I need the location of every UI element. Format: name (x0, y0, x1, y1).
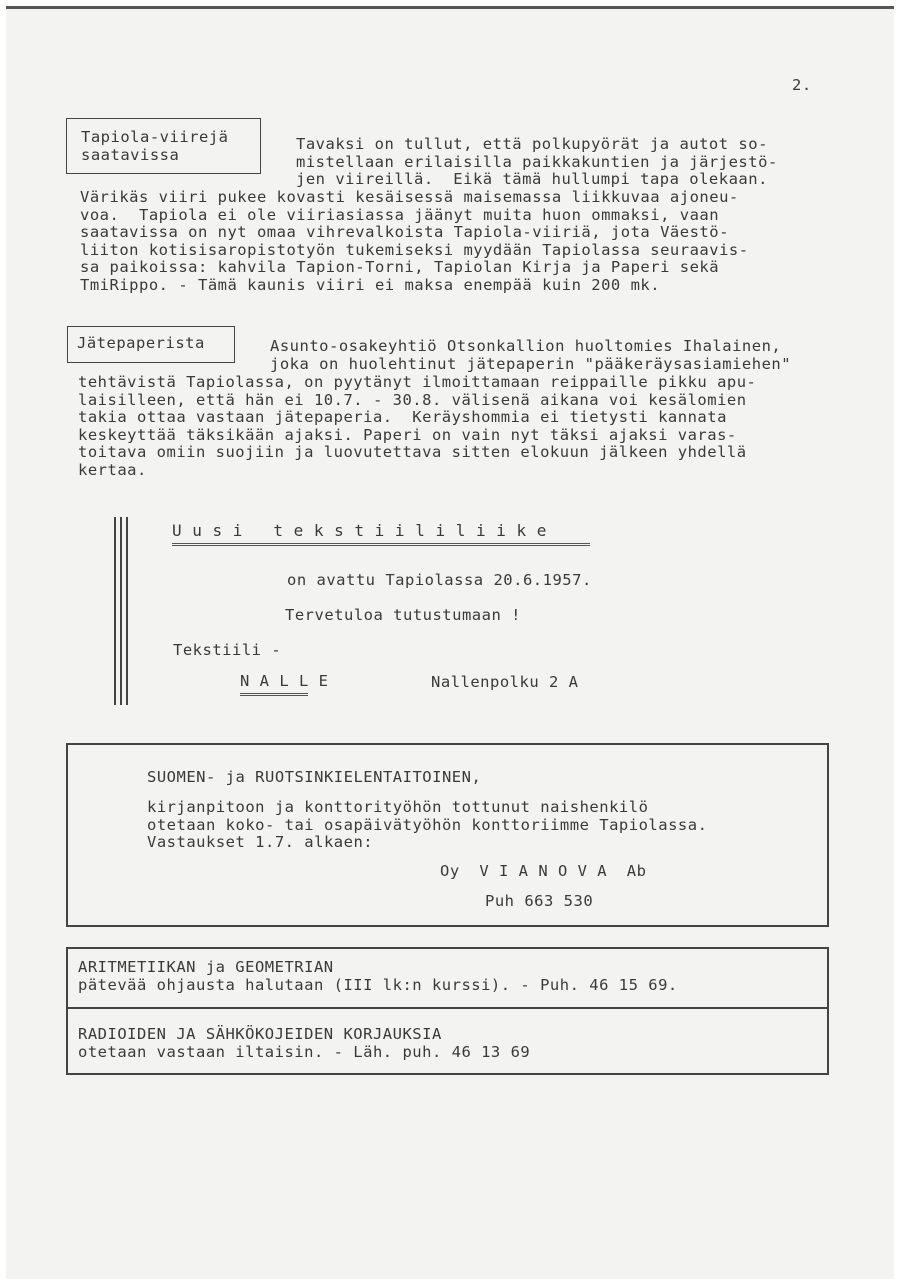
ad-aritmetiikka (78, 959, 678, 994)
text-line: sa paikoissa: kahvila Tapion-Torni, Tapiolan Kirja ja Paperi sekä (80, 258, 720, 277)
paragraph-jatepaperi-intro (270, 338, 791, 373)
tekstiili-welcome: Tervetuloa tutustumaan ! (285, 606, 521, 624)
text-line: kirjanpitoon ja konttorityöhön tottunut naishenkilö (147, 798, 649, 816)
text-line: Tavaksi on tullut, että polkupyörät ja autot so- (296, 135, 768, 153)
shop-address: Nallenpolku 2 A (431, 673, 579, 691)
margin-rule (114, 517, 116, 705)
text-line: kertaa. (78, 460, 147, 479)
text-line: mistellaan erilaisilla paikkakuntien ja järjestö- (296, 152, 778, 171)
text-line: laisilleen, että hän ei 10.7. - 30.8. välisenä aikana voi kesälomien (78, 390, 747, 409)
ad-vianova-company: Oy V I A N O V A Ab (440, 862, 647, 880)
ad-radiot (78, 1026, 530, 1061)
title-underline (172, 543, 590, 546)
text-line: otetaan vastaan iltaisin. - Läh. puh. 46 13 69 (78, 1042, 531, 1061)
tekstiili-label: Tekstiili - (173, 641, 282, 659)
ad-vianova-body (147, 799, 707, 852)
text-line: saatavissa on nyt omaa vihrevalkoista Tapiola-viiriä, jota Väestö- (80, 223, 729, 242)
tekstiili-title: U u s i t e k s t i i l i l i i k e (172, 521, 547, 540)
text-line: joka on huolehtinut jätepaperin "pääkeräysasiamiehen" (270, 354, 792, 373)
shop-name: N A L L E (240, 672, 329, 690)
paragraph-jatepaperi-body (78, 374, 756, 480)
document-page (6, 6, 894, 1279)
text-line: tehtävistä Tapiolassa, on pyytänyt ilmoittamaan reippaille pikku apu- (78, 373, 757, 391)
text-line: otetaan koko- tai osapäivätyöhön konttoriimme Tapiolassa. (147, 815, 708, 834)
heading-viirit (81, 129, 228, 164)
paragraph-viirit-intro (296, 136, 778, 189)
text-line: TmiRippo. - Tämä kaunis viiri ei maksa enempää kuin 200 mk. (80, 275, 661, 294)
text-line: RADIOIDEN JA SÄHKÖKOJEIDEN KORJAUKSIA (78, 1025, 442, 1043)
text-line: keskeyttää täksikään ajaksi. Paperi on vain nyt täksi ajaksi varas- (78, 425, 737, 444)
text-line: Vastaukset 1.7. alkaen: (147, 833, 374, 852)
tekstiili-opened: on avattu Tapiolassa 20.6.1957. (287, 571, 592, 589)
ad-vianova-phone: Puh 663 530 (485, 892, 594, 910)
text-line: Värikäs viiri pukee kovasti kesäisessä maisemassa liikkuvaa ajoneu- (80, 188, 739, 206)
heading-jatepaperi: Jätepaperista (77, 334, 205, 352)
heading-line: Tapiola-viirejä (81, 128, 229, 146)
text-line: liiton kotisisaropistotyön tukemiseksi myydään Tapiolassa seuraavis- (80, 240, 749, 259)
text-line: takia ottaa vastaan jätepaperia. Keräyshommia ei tietysti kannata (78, 408, 727, 427)
ad-divider (66, 1007, 827, 1009)
ad-vianova-headline: SUOMEN- ja RUOTSINKIELENTAITOINEN, (147, 768, 482, 786)
shop-name-underline (240, 693, 308, 696)
text-line: jen viireillä. Eikä tämä hullumpi tapa olekaan. (296, 170, 768, 189)
text-line: Asunto-osakeyhtiö Otsonkallion huoltomies Ihalainen, (270, 337, 782, 355)
margin-rule (126, 517, 128, 705)
text-line: voa. Tapiola ei ole viiriasiassa jäänyt muita huon ommaksi, vaan (80, 205, 720, 224)
page-number: 2. (792, 76, 812, 94)
paragraph-viirit-body (80, 189, 749, 295)
text-line: toitava omiin suojiin ja luovutettava sitten elokuun jälkeen yhdellä (78, 443, 747, 462)
text-line: ARITMETIIKAN ja GEOMETRIAN (78, 958, 334, 976)
margin-rule (120, 517, 122, 705)
heading-line: saatavissa (81, 145, 180, 164)
text-line: pätevää ohjausta halutaan (III lk:n kurssi). - Puh. 46 15 69. (78, 975, 678, 994)
